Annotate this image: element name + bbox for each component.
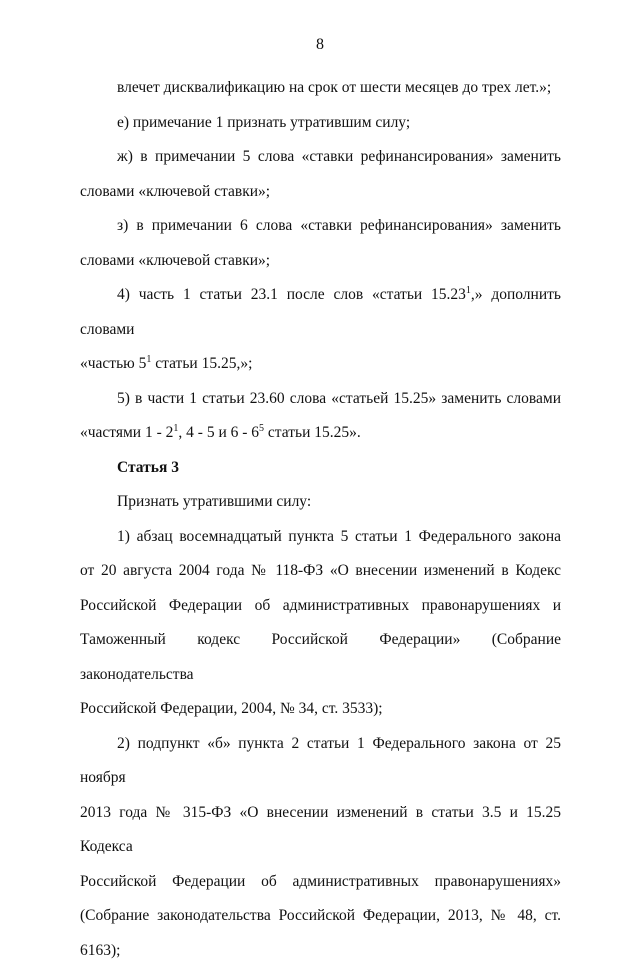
text-line: 2013 года № 315-ФЗ «О внесении изменений в статьи 3.5 и 15.25 Кодекса <box>80 803 561 855</box>
text-fragment: ,» дополнить словами <box>80 286 561 338</box>
page-number: 8 <box>316 36 324 53</box>
superscript: 1 <box>465 285 471 296</box>
text-line: Российской Федерации об административных правонарушениях» <box>80 872 561 890</box>
text-line: Российской Федерации об административных правонарушениях и <box>80 596 561 614</box>
text-line: ж) в примечании 5 слова «ставки рефинансирования» заменить <box>117 148 561 165</box>
text-fragment: , 4 - 5 и 6 - 6 <box>178 424 260 441</box>
text-fragment: статьи 15.25,»; <box>151 355 253 372</box>
text-line: з) в примечании 6 слова «ставки рефинансирования» заменить <box>117 217 561 234</box>
text-line: словами «ключевой ставки»; <box>80 251 271 269</box>
text-line <box>80 347 561 382</box>
text-line: Российской Федерации, 2004, № 34, ст. 3533); <box>80 700 383 717</box>
text-line: влечет дисквалификацию на срок от шести месяцев до трех лет.»; <box>117 79 552 96</box>
text-line: словами «ключевой ставки»; <box>80 182 271 200</box>
text-fragment: «частью 5 <box>80 355 147 372</box>
text-fragment: 4) часть 1 статьи 23.1 после слов «статьи 15.23 <box>117 286 466 303</box>
text-line: Таможенный кодекс Российской Федерации» (Собрание законодательства <box>80 631 561 683</box>
superscript: 1 <box>173 423 179 434</box>
text-line: (Собрание законодательства Российской Федерации, 2013, № 48, ст. 6163); <box>80 907 561 959</box>
text-line: 5) в части 1 статьи 23.60 слова «статьей 15.25» заменить словами <box>117 389 561 407</box>
text-line: Признать утратившими силу: <box>117 493 312 510</box>
text-line: 1) абзац восемнадцатый пункта 5 статьи 1 Федерального закона <box>117 527 561 545</box>
article-heading: Статья 3 <box>117 458 179 476</box>
text-line: е) примечание 1 признать утратившим силу; <box>117 113 411 131</box>
text-line <box>80 278 561 347</box>
text-line <box>80 416 561 451</box>
superscript: 5 <box>259 423 265 434</box>
superscript: 1 <box>146 354 152 365</box>
text-fragment: статьи 15.25». <box>264 424 361 441</box>
text-fragment: «частями 1 - 2 <box>80 424 174 441</box>
text-line: от 20 августа 2004 года № 118-ФЗ «О внесении изменений в Кодекс <box>80 562 561 579</box>
document-body <box>80 71 561 968</box>
text-line: 2) подпункт «б» пункта 2 статьи 1 Федерального закона от 25 ноября <box>80 734 561 786</box>
